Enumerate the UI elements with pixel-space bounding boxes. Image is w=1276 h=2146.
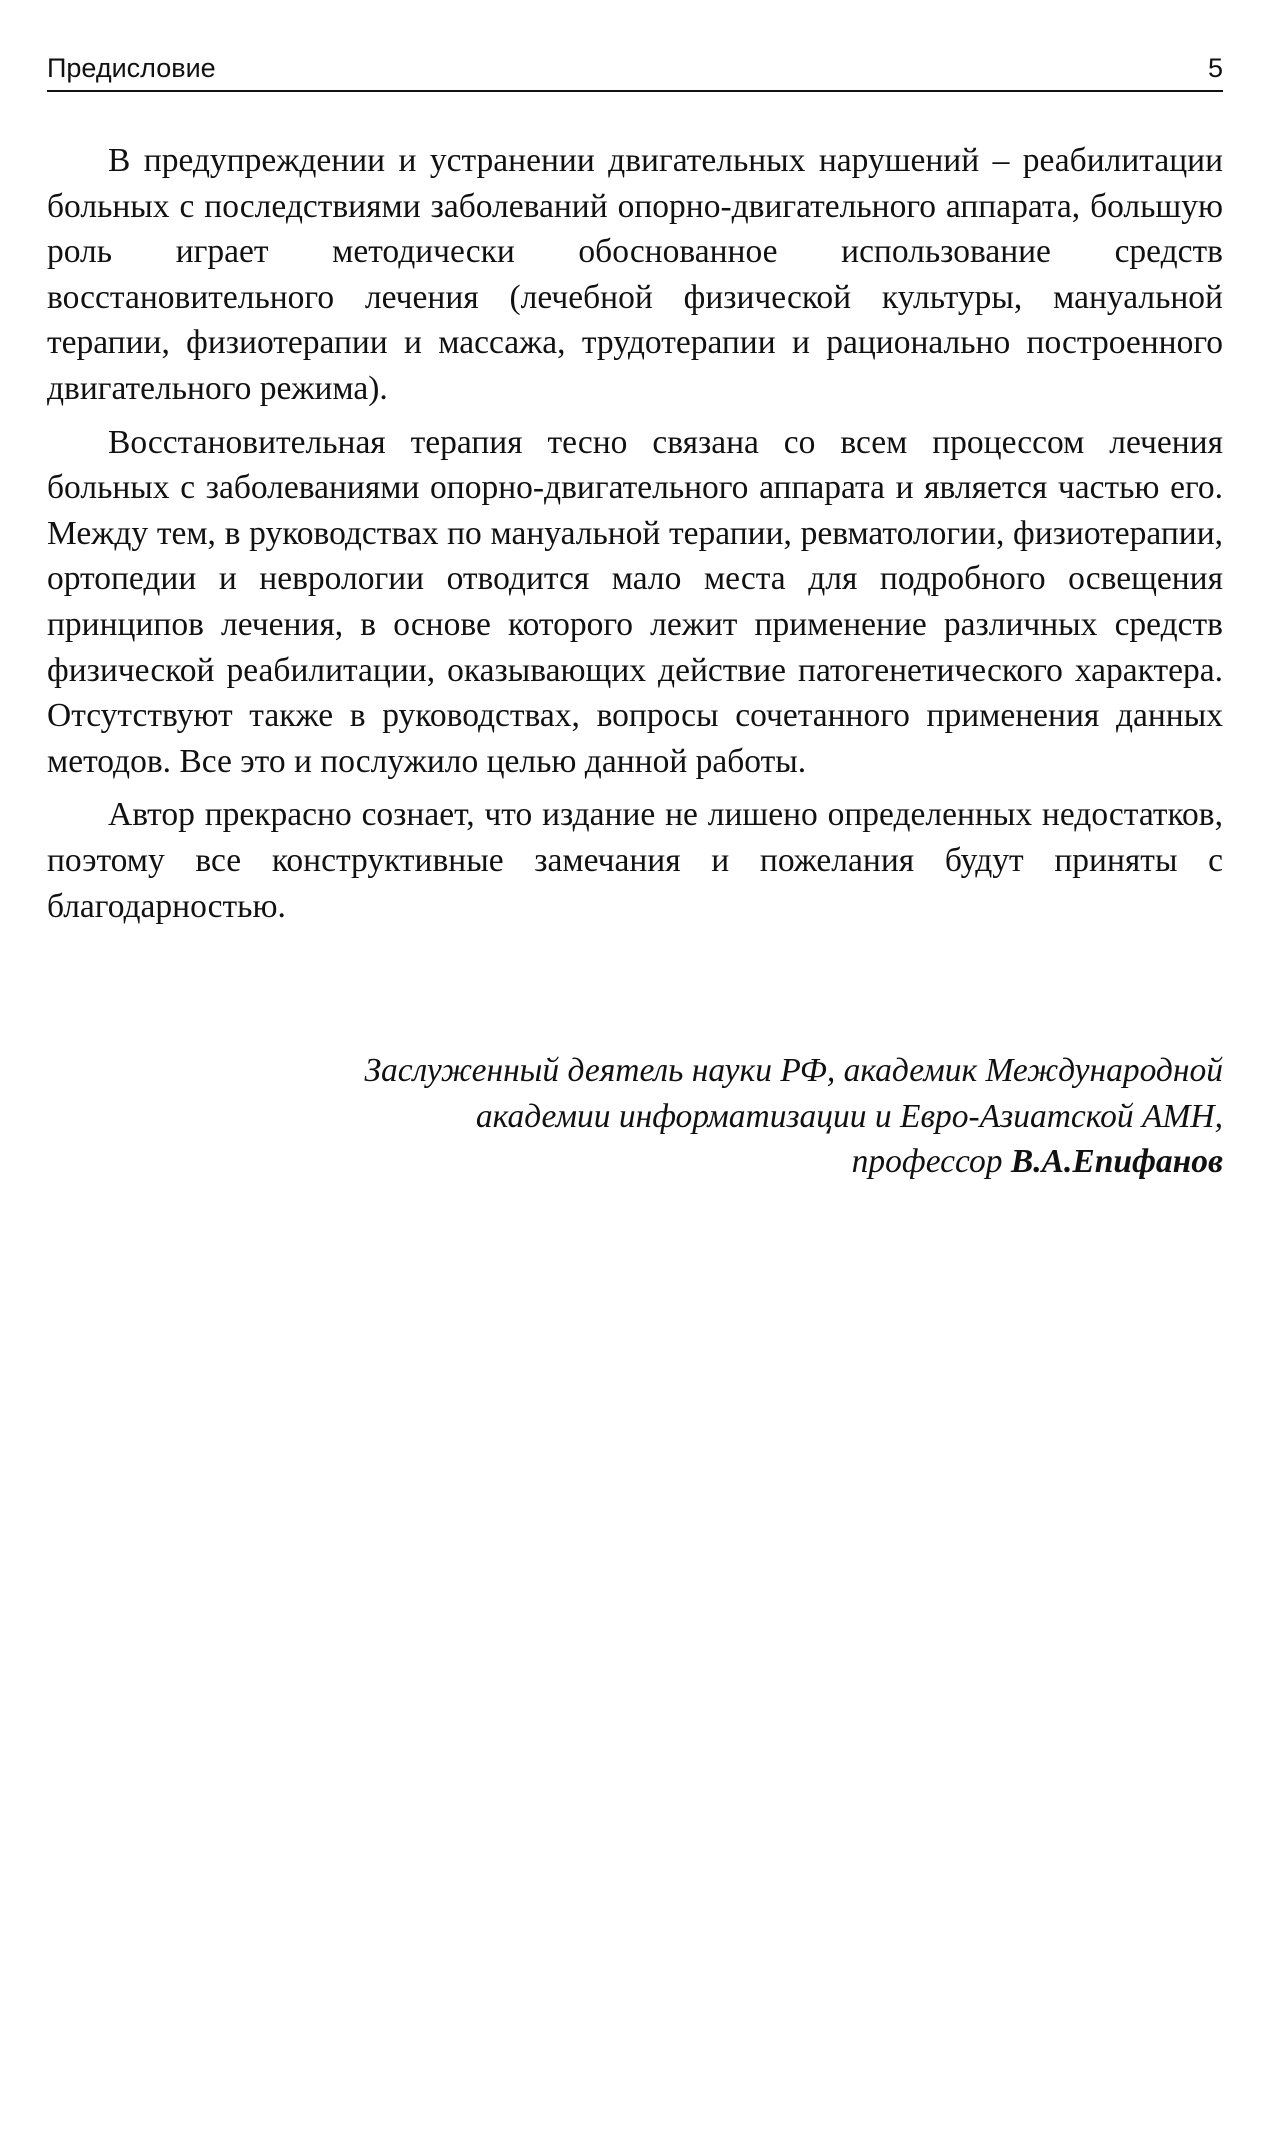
author-signature xyxy=(47,1048,1223,1185)
paragraph: В предупреждении и устранении двигательных нарушений – реабилитации больных с последствиями заболеваний опорно-двигательного аппарата, большую роль играет методически обоснованное использование средств восстановительного лечения (лечебной физической культуры, мануальной терапии, физиотерапии и массажа, трудотерапии и рационально построенного двигательного режима). xyxy=(47,142,1223,407)
author-rank: профессор xyxy=(851,1143,1003,1181)
paragraph: Автор прекрасно сознает, что издание не лишено определенных недостатков, поэтому все конструктивные замечания и пожелания будут приняты с благодарностью. xyxy=(47,796,1223,925)
running-header xyxy=(47,44,1223,92)
signature-line-title: Заслуженный деятель науки РФ, академик Международной xyxy=(364,1052,1223,1089)
section-title: Предисловие xyxy=(47,53,216,83)
preface-body xyxy=(47,138,1223,937)
page-number: 5 xyxy=(1207,53,1223,83)
signature-line-academy: академии информатизации и Евро-Азиатской АМН, xyxy=(475,1097,1223,1135)
author-name: В.А.Епифанов xyxy=(1010,1143,1223,1181)
signature-line-author xyxy=(47,1139,1223,1185)
paragraph: Восстановительная терапия тесно связана со всем процессом лечения больных с заболеваниями опорно-двигательного аппарата и является частью его. Между тем, в руководствах по мануальной терапии, ревматологии, физиотерапии, ортопедии и неврологии отводится мало места для подробного освещения принципов лечения, в основе которого лежит применение различных средств физической реабилитации, оказывающих действие патогенетического характера. Отсутствуют также в руководствах, вопросы сочетанного применения данных методов. Все это и послужило целью данной работы. xyxy=(47,423,1223,780)
header-divider xyxy=(47,90,1223,92)
